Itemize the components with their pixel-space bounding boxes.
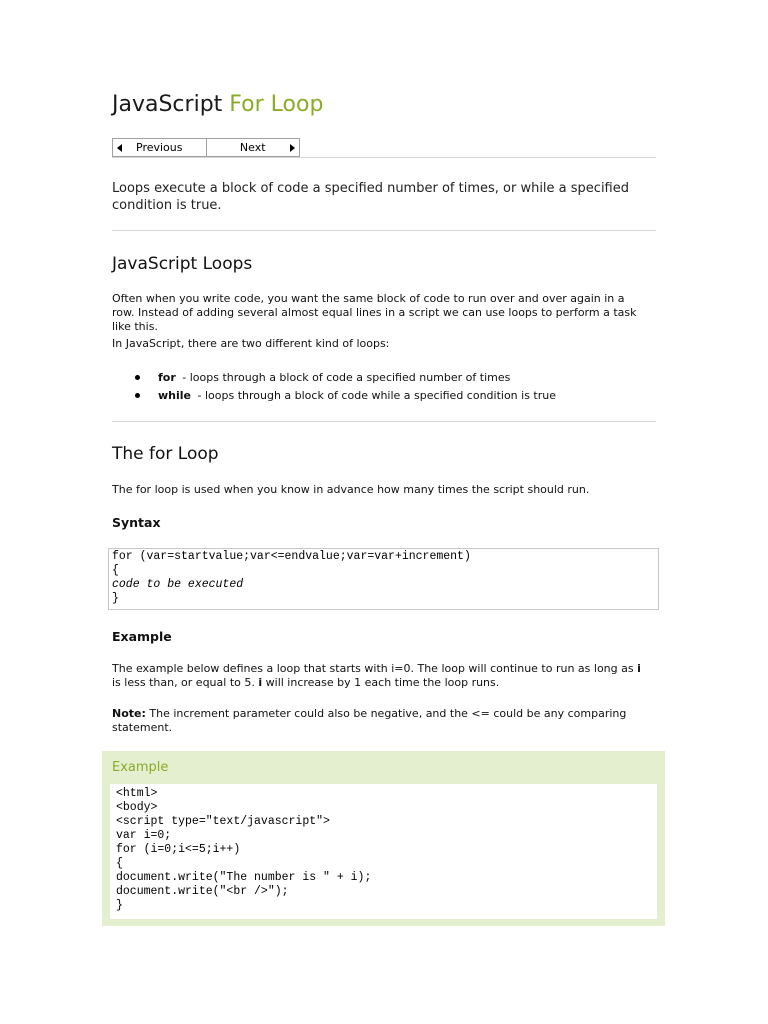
loop-description: - loops through a block of code while a specified condition is true <box>197 388 557 402</box>
code-line: <script type="text/javascript"> <box>116 815 330 828</box>
example-code-block <box>110 784 657 919</box>
section-heading-for-loop: The for Loop <box>112 444 219 464</box>
arrow-right-icon <box>290 144 295 152</box>
next-button[interactable] <box>206 139 300 156</box>
previous-button[interactable] <box>113 139 206 156</box>
page-title-accent: For Loop <box>229 92 324 117</box>
syntax-code-block <box>108 548 659 610</box>
page-title <box>112 92 323 117</box>
divider <box>112 157 656 158</box>
note-text: The increment parameter could also be negative, and the <= could be any comparing statement. <box>112 707 627 734</box>
variable-name: i <box>258 676 263 689</box>
code-line: { <box>116 857 123 870</box>
previous-label: Previous <box>136 141 183 154</box>
loop-keyword: while <box>158 388 191 402</box>
next-label: Next <box>239 141 266 154</box>
list-item <box>112 369 556 387</box>
loops-paragraph-1: Often when you write code, you want the same block of code to run over and over again in a row. Instead of adding several almost equal lines in a script we can use loops to perform a task like this. <box>112 292 637 333</box>
example-text-part: will increase by 1 each time the loop runs. <box>265 676 500 689</box>
example-box-label: Example <box>112 760 169 775</box>
code-line: document.write("The number is " + i); <box>116 871 372 884</box>
note-label: Note: <box>112 707 146 720</box>
loop-keyword: for <box>158 371 176 384</box>
code-line: document.write("<br />"); <box>116 885 289 898</box>
code-line: code to be executed <box>112 578 244 591</box>
page-title-main: JavaScript <box>112 92 223 117</box>
code-line: for (i=0;i<=5;i++) <box>116 843 241 856</box>
code-line: } <box>116 899 123 912</box>
list-item <box>112 387 556 405</box>
example-text-part: The example below defines a loop that starts with i=0. The loop will continue to run as long as <box>112 662 634 675</box>
code-line: <body> <box>116 801 158 814</box>
loop-types-list <box>112 369 556 404</box>
divider <box>112 421 656 422</box>
for-loop-paragraph: The for loop is used when you know in advance how many times the script should run. <box>112 483 590 496</box>
variable-name: i <box>637 662 641 675</box>
code-line: <html> <box>116 787 158 800</box>
example-heading: Example <box>112 629 172 644</box>
example-text-part: is less than, or equal to 5. <box>112 676 255 689</box>
note-paragraph <box>112 707 650 735</box>
code-line: } <box>112 592 119 605</box>
prev-next-navigation <box>112 138 300 157</box>
code-line: { <box>112 564 119 577</box>
intro-text: Loops execute a block of code a specified number of times, or while a specified condition is true. <box>112 181 629 213</box>
example-description <box>112 662 650 690</box>
divider <box>112 230 656 231</box>
example-box <box>102 751 665 926</box>
code-line: var i=0; <box>116 829 172 842</box>
syntax-heading: Syntax <box>112 515 161 530</box>
loop-description: - loops through a block of code a specified number of times <box>182 371 511 384</box>
arrow-left-icon <box>117 144 122 152</box>
section-heading-loops: JavaScript Loops <box>112 254 253 274</box>
loops-paragraph-2: In JavaScript, there are two different kind of loops: <box>112 337 390 350</box>
code-line: for (var=startvalue;var<=endvalue;var=var+increment) <box>112 550 471 563</box>
